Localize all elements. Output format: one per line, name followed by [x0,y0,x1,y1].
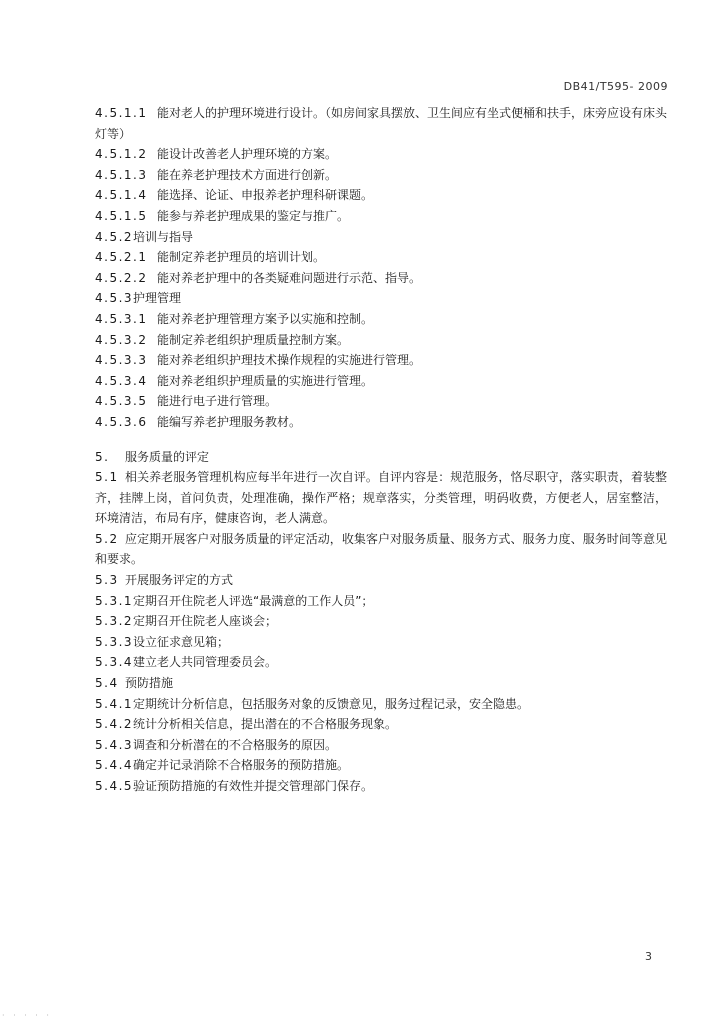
clause-number: 4.5.1.3 [95,167,148,182]
clause-text: 建立老人共同管理委员会。 [133,655,278,670]
clause-text: 确定并记录消除不合格服务的预防措施。 [133,758,350,773]
clause-4-5-1-4 [95,185,667,206]
clause-text: 定期召开住院老人评选“最满意的工作人员”； [133,593,374,608]
clause-text: 能对老人的护理环境进行设计。（如房间家具摆放、卫生间应有坐式便桶和扶手，床旁应设有床头灯等） [95,106,667,141]
clause-text: 设立征求意见箱； [133,634,230,649]
clause-number: 5.3.4 [95,655,134,670]
section-gap [95,433,667,447]
clause-number: 4.5.1.5 [95,208,148,223]
clause-5-4-5 [95,776,667,797]
clause-4-5-1-2 [95,144,667,165]
clause-5-3-4 [95,652,667,673]
heading-number: 5. [95,449,110,464]
clause-5-4-1 [95,694,667,715]
heading-text: 培训与指导 [133,229,194,244]
clause-number: 5.4.2 [95,717,134,732]
clause-text: 定期统计分析信息，包括服务对象的反馈意见，服务过程记录，安全隐患。 [133,696,530,711]
clause-number: 4.5.2.1 [95,250,148,265]
clause-text: 验证预防措施的有效性并提交管理部门保存。 [133,779,374,793]
clause-number: 4.5.2.2 [95,270,148,285]
page-number: 3 [645,950,652,963]
clause-number: 5.3.2 [95,614,134,629]
clause-number: 4.5.1.1 [95,106,148,120]
clause-text: 能进行电子进行管理。 [157,394,278,409]
heading-5-3 [95,570,667,591]
clause-text: 能对养老组织护理技术操作规程的实施进行管理。 [157,353,422,368]
clause-4-5-3-3 [95,350,667,371]
clause-text: 能制定养老组织护理质量控制方案。 [157,332,350,347]
heading-5-4 [95,673,667,694]
clause-number: 4.5.3.2 [95,332,148,347]
paragraph-text: 应定期开展客户对服务质量的评定活动，收集客户对服务质量、服务方式、服务力度、服务时间等意见和要求。 [95,531,667,567]
clause-5-4-2 [95,714,667,735]
clause-4-5-2-2 [95,268,667,289]
heading-text: 护理管理 [133,291,182,306]
clause-text: 调查和分析潜在的不合格服务的原因。 [133,737,338,752]
paragraph-text: 相关养老服务管理机构应每半年进行一次自评。自评内容是：规范服务，恪尽职守，落实职责，着装整齐，挂牌上岗，首问负责，处理准确，操作严格；规章落实，分类管理，明码收费，方便老人，居室整洁，环境清洁，布局有序，健康咨询，老人满意。 [95,470,667,526]
document-body [95,103,667,797]
clause-5-4-4 [95,755,667,776]
clause-4-5-2-1 [95,247,667,268]
clause-4-5-3-2 [95,330,667,351]
clause-number: 5.4.3 [95,737,134,752]
clause-number: 4.5.3.3 [95,353,148,368]
clause-text: 定期召开住院老人座谈会； [133,614,278,629]
clause-text: 能在养老护理技术方面进行创新。 [157,167,338,182]
document-code: DB41/T595- 2009 [563,80,668,93]
scan-artifact-dots: · · · · · [2,1011,52,1020]
clause-text: 能制定养老护理员的培训计划。 [157,250,326,265]
clause-5-3-2 [95,611,667,632]
paragraph-5-2 [95,529,667,570]
clause-4-5-3-1 [95,309,667,330]
clause-number: 5.4.5 [95,779,134,793]
clause-5-4-3 [95,735,667,756]
heading-4-5-2 [95,227,667,248]
clause-number: 4.5.3.6 [95,414,148,429]
heading-number: 4.5.2 [95,229,134,244]
heading-5 [95,447,667,468]
clause-text: 能设计改善老人护理环境的方案。 [157,147,338,162]
paragraph-number: 5.2 [95,531,119,546]
paragraph-5-1 [95,467,667,529]
clause-4-5-3-6 [95,412,667,433]
clause-text: 能编写养老护理服务教材。 [157,414,302,429]
clause-number: 5.4.4 [95,758,134,773]
paragraph-number: 5.1 [95,470,119,485]
clause-number: 4.5.1.2 [95,147,148,162]
clause-number: 4.5.3.5 [95,394,148,409]
clause-5-3-1 [95,591,667,612]
clause-4-5-1-3 [95,165,667,186]
clause-text: 能对养老组织护理质量的实施进行管理。 [157,373,374,388]
heading-text: 服务质量的评定 [125,449,210,464]
clause-text: 统计分析相关信息，提出潜在的不合格服务现象。 [133,717,398,732]
clause-number: 5.3.3 [95,634,134,649]
clause-4-5-3-4 [95,371,667,392]
heading-text: 开展服务评定的方式 [125,573,234,588]
heading-number: 5.3 [95,573,119,588]
heading-number: 5.4 [95,676,119,691]
clause-number: 4.5.3.1 [95,311,148,326]
clause-4-5-1-1 [95,103,667,144]
clause-4-5-1-5 [95,206,667,227]
clause-text: 能参与养老护理成果的鉴定与推广。 [157,208,350,223]
heading-number: 4.5.3 [95,291,134,306]
clause-4-5-3-5 [95,391,667,412]
clause-text: 能对养老护理管理方案予以实施和控制。 [157,311,374,326]
clause-5-3-3 [95,632,667,653]
clause-number: 4.5.3.4 [95,373,148,388]
clause-text: 能选择、论证、申报养老护理科研课题。 [157,188,374,203]
heading-text: 预防措施 [125,676,174,691]
clause-text: 能对养老护理中的各类疑难问题进行示范、指导。 [157,270,422,285]
heading-4-5-3 [95,288,667,309]
clause-number: 5.4.1 [95,696,134,711]
clause-number: 5.3.1 [95,593,134,608]
clause-number: 4.5.1.4 [95,188,148,203]
